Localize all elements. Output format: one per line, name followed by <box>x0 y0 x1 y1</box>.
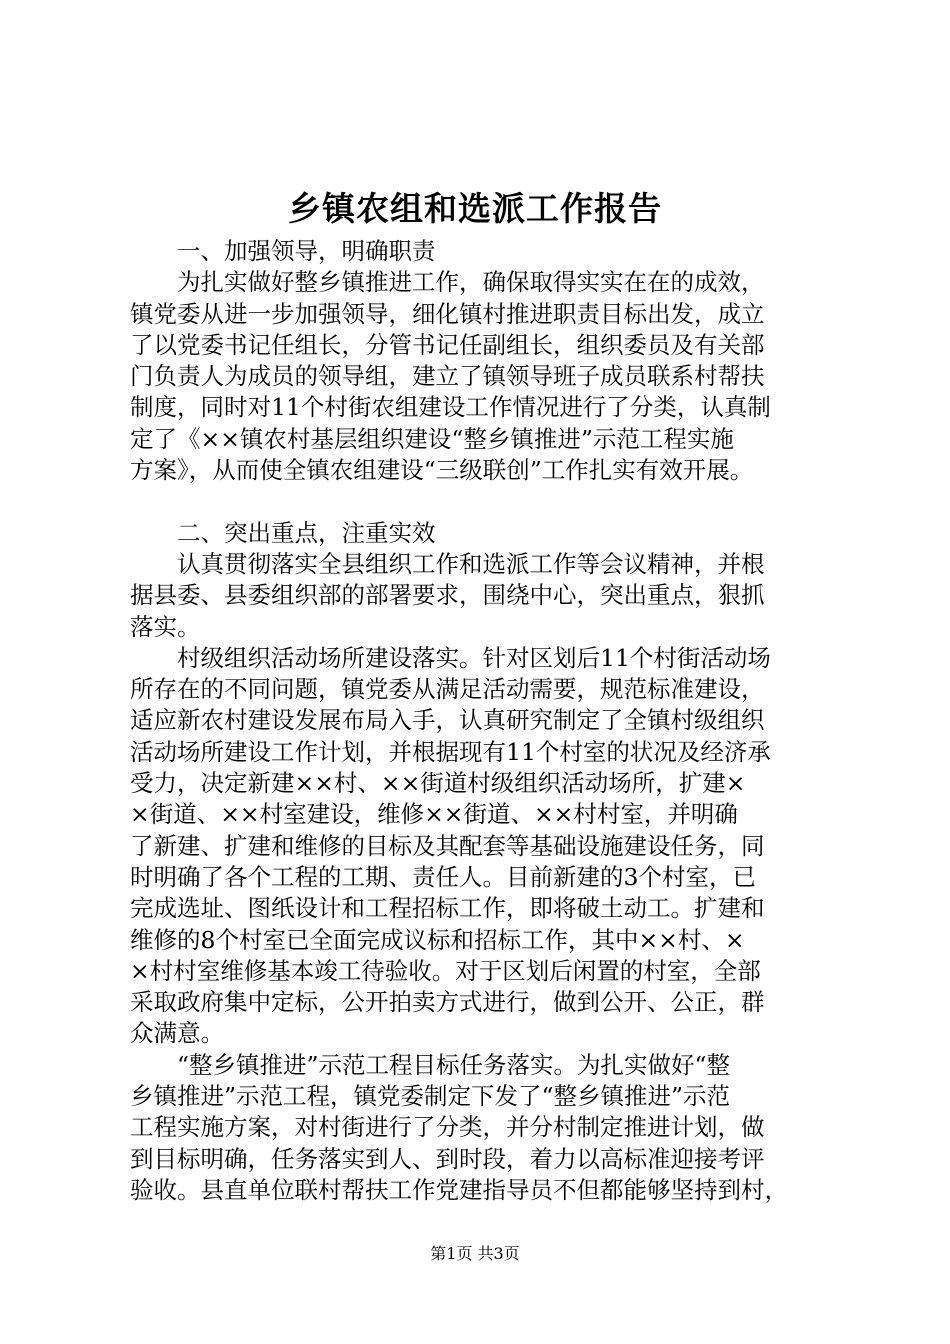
text-line: 了新建、扩建和维修的目标及其配套等基础设施建设任务，同 <box>130 831 765 860</box>
text-line: 方案》，从而使全镇农组建设“三级联创”工作扎实有效开展。 <box>130 456 754 485</box>
section2-paragraph-3 <box>130 1050 830 1206</box>
page-footer: 第1页 共3页 <box>430 1244 520 1263</box>
text-line: ×街道、××村室建设，维修××街道、××村村室，并明确 <box>130 800 738 829</box>
text-line: 到目标明确，任务落实到人、到时段，着力以高标准迎接考评 <box>130 1144 765 1173</box>
text-line: 采取政府集中定标，公开拍卖方式进行，做到公开、公正，群 <box>130 988 765 1017</box>
document-title: 乡镇农组和选派工作报告 <box>288 189 662 228</box>
text-line: 镇党委从进一步加强领导，细化镇村推进职责目标出发，成立 <box>130 299 765 328</box>
section1-paragraph <box>130 267 830 486</box>
section2-paragraph-1 <box>130 549 830 643</box>
text-line: 完成选址、图纸设计和工程招标工作，即将破土动工。扩建和 <box>130 894 765 923</box>
text-line: 村级组织活动场所建设落实。针对区划后11个村街活动场 <box>177 643 771 672</box>
text-line: 落实。 <box>130 612 201 641</box>
text-line: “整乡镇推进”示范工程目标任务落实。为扎实做好“整 <box>177 1050 731 1079</box>
text-line: 据县委、县委组织部的部署要求，围绕中心，突出重点，狠抓 <box>130 581 765 610</box>
text-line: 时明确了各个工程的工期、责任人。目前新建的3个村室，已 <box>130 862 756 891</box>
blank-line <box>130 486 830 517</box>
text-line: 工程实施方案，对村街进行了分类，并分村制定推进计划，做 <box>130 1113 765 1142</box>
text-line: ×村村室维修基本竣工待验收。对于区划后闲置的村室，全部 <box>130 956 761 985</box>
text-line: 受力，决定新建××村、××街道村级组织活动场所，扩建× <box>130 769 746 798</box>
text-line: 众满意。 <box>130 1019 224 1048</box>
section-heading-1: 一、加强领导，明确职责 <box>177 237 436 265</box>
text-line: 了以党委书记任组长，分管书记任副组长，组织委员及有关部 <box>130 330 765 359</box>
text-line: 门负责人为成员的领导组，建立了镇领导班子成员联系村帮扶 <box>130 362 765 391</box>
text-line: 认真贯彻落实全县组织工作和选派工作等会议精神，并根 <box>177 549 765 578</box>
text-line: 定了《××镇农村基层组织建设“整乡镇推进”示范工程实施 <box>130 424 734 453</box>
text-line: 验收。县直单位联村帮扶工作党建指导员不但都能够坚持到村， <box>130 1175 788 1204</box>
section-heading-2: 二、突出重点，注重实效 <box>177 518 436 547</box>
text-line: 乡镇推进”示范工程，镇党委制定下发了“整乡镇推进”示范 <box>130 1082 731 1111</box>
text-line: 为扎实做好整乡镇推进工作，确保取得实实在在的成效， <box>177 268 765 297</box>
section2-paragraph-2 <box>130 643 830 1050</box>
text-line: 制度，同时对11个村街农组建设工作情况进行了分类，认真制 <box>130 393 771 422</box>
text-line: 所存在的不同问题，镇党委从满足活动需要，规范标准建设， <box>130 675 765 704</box>
text-line: 适应新农村建设发展布局入手，认真研究制定了全镇村级组织 <box>130 706 765 735</box>
text-line: 维修的8个村室已全面完成议标和招标工作，其中××村、× <box>130 925 745 954</box>
text-line: 活动场所建设工作计划，并根据现有11个村室的状况及经济承 <box>130 737 771 766</box>
document-body <box>130 236 830 1206</box>
